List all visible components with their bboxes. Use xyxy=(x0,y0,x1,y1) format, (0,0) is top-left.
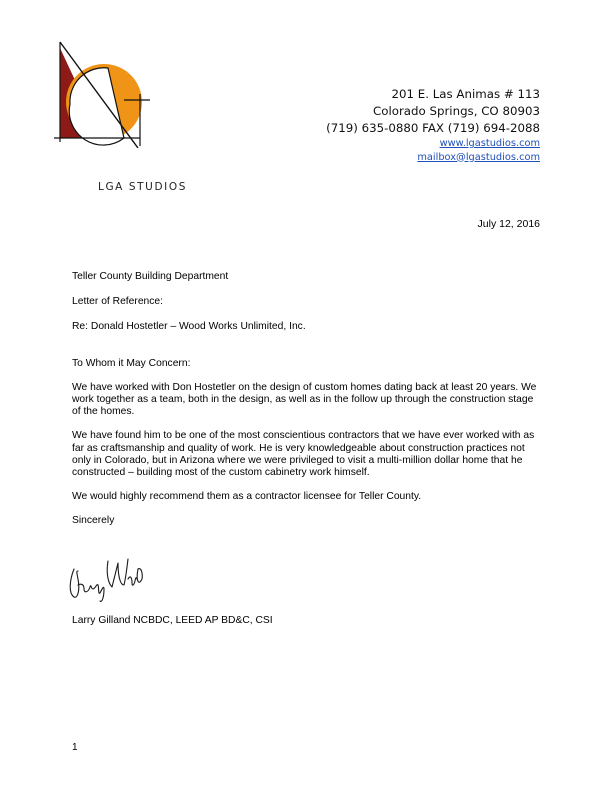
address-line-1: 201 E. Las Animas # 113 xyxy=(391,87,540,101)
re-line: Re: Donald Hostetler – Wood Works Unlimited, Inc. xyxy=(72,321,306,333)
page-number: 1 xyxy=(72,742,78,753)
phone-fax: (719) 635-0880 FAX (719) 694-2088 xyxy=(326,121,540,135)
letter-date: July 12, 2016 xyxy=(477,218,540,230)
letter-body xyxy=(72,271,542,528)
handwritten-signature xyxy=(64,549,144,605)
logo-mark-icon xyxy=(40,38,150,148)
email-link[interactable]: mailbox@lgastudios.com xyxy=(417,151,540,163)
closing: Sincerely xyxy=(72,515,115,527)
paragraph-2: We have found him to be one of the most conscientious contractors that we have ever worked with as far as craftsmanship and quality of work. He is very knowledgeable about construction practices not only in Colorado, but in Arizona where we were privileged to visit a multi-million dollar home that he constructed – building most of the custom cabinetry work himself. xyxy=(72,430,535,479)
subject-line: Letter of Reference: xyxy=(72,296,164,308)
recipient: Teller County Building Department xyxy=(72,271,229,282)
salutation: To Whom it May Concern: xyxy=(72,357,191,369)
letterhead xyxy=(326,86,540,164)
address-line-2: Colorado Springs, CO 80903 xyxy=(373,104,540,118)
logo-text: LGA STUDIOS xyxy=(98,181,187,193)
website-link[interactable]: www.lgastudios.com xyxy=(439,138,540,149)
company-logo xyxy=(40,38,187,193)
paragraph-1: We have worked with Don Hostetler on the design of custom homes dating back at least 20 years. We work together as a team, both in the design, as well as in the follow up through the construction stage of the homes. xyxy=(72,381,537,418)
paragraph-3: We would highly recommend them as a contractor licensee for Teller County. xyxy=(72,491,422,503)
signer-name: Larry Gilland NCBDC, LEED AP BD&C, CSI xyxy=(72,615,273,626)
